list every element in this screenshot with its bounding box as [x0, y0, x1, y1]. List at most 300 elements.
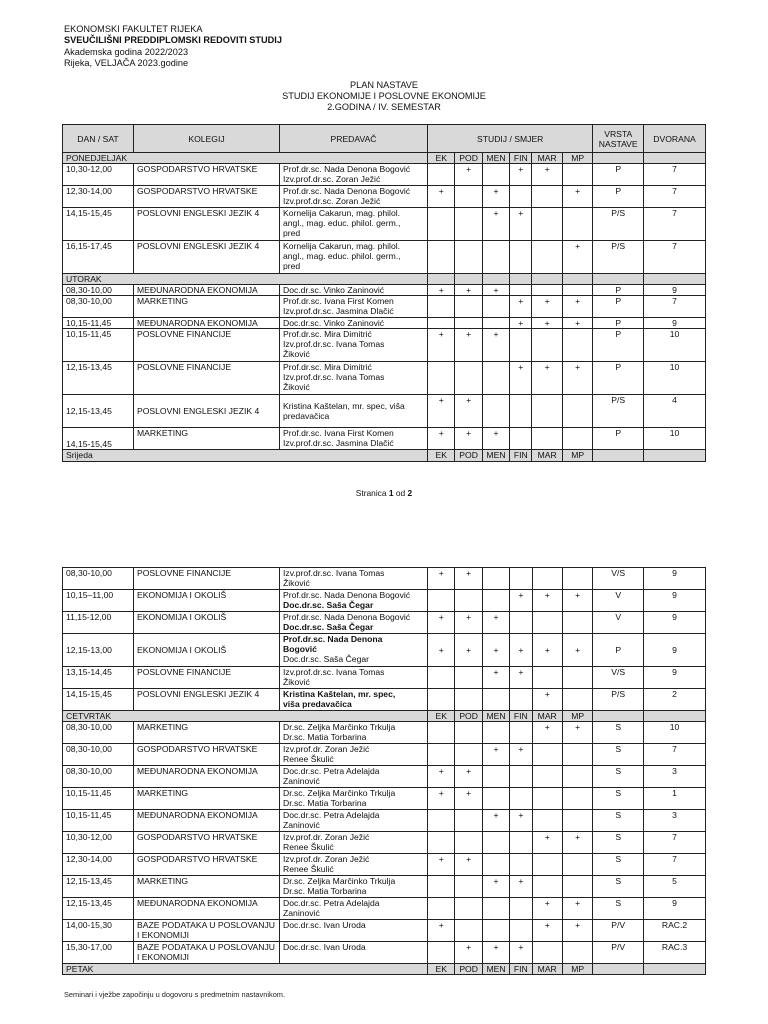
class-type: P: [593, 186, 644, 208]
lecturer-line: pred: [283, 228, 301, 238]
course-name: POSLOVNE FINANCIJE: [133, 362, 279, 395]
major-header: POD: [455, 964, 482, 975]
room: 7: [644, 208, 706, 241]
lecturer-line: Dr.sc. Matia Torbarina: [283, 886, 367, 896]
day-row-type-cell: [593, 450, 644, 462]
lecturer-line: Izv.prof.dr.sc. Ivana Tomas: [283, 339, 385, 349]
day-row-room-cell: [644, 711, 706, 722]
study-mark: +: [455, 164, 482, 186]
time-slot: 14,15-15,45: [63, 208, 134, 241]
lecturer-line: Izv.prof.dr. Zoran Ježić: [283, 832, 370, 842]
lecturer-line: Zaninović: [283, 776, 320, 786]
study-mark: +: [562, 722, 592, 744]
lecturer-line: predavačica: [283, 411, 330, 421]
study-mark: +: [562, 920, 592, 942]
major-header: MEN: [482, 711, 509, 722]
major-header: [532, 274, 562, 285]
time-slot: 10,15-11,45: [63, 810, 134, 832]
lecturer-line: Kornelija Cakarun, mag. philol.: [283, 241, 401, 251]
study-mark: +: [482, 612, 509, 634]
study-mark: [428, 942, 455, 964]
study-mark: [562, 612, 592, 634]
lecturer-line: Doc.dr.sc. Petra Adelajda: [283, 810, 380, 820]
class-type: S: [593, 876, 644, 898]
study-mark: [510, 854, 532, 876]
study-mark: [562, 285, 592, 296]
major-header: [510, 274, 532, 285]
lecturer: [280, 722, 428, 744]
study-mark: +: [482, 876, 509, 898]
study-mark: +: [482, 667, 509, 689]
page-prefix: Stranica: [355, 488, 387, 498]
lecturer: [280, 854, 428, 876]
schedule-row: [63, 329, 706, 362]
study-mark: +: [482, 285, 509, 296]
study-mark: +: [562, 241, 592, 274]
lecturer-line: Izv.prof.dr.sc. Zoran Ježić: [283, 196, 381, 206]
room: 10: [644, 722, 706, 744]
study-mark: +: [510, 942, 532, 964]
lecturer-line: Doc.dr.sc. Petra Adelajda: [283, 898, 380, 908]
study-column-header: STUDIJ / SMJER: [428, 125, 593, 153]
room: 9: [644, 634, 706, 667]
course-name: MARKETING: [133, 296, 279, 318]
study-mark: +: [482, 186, 509, 208]
document-title: [0, 80, 768, 113]
schedule-table-page-1: [62, 124, 706, 462]
lecturer-line: Prof.dr.sc. Ivana First Komen: [283, 296, 394, 306]
study-mark: [482, 296, 509, 318]
class-type: V: [593, 590, 644, 612]
course-name: POSLOVNI ENGLESKI JEZIK 4: [133, 208, 279, 241]
study-mark: +: [428, 285, 455, 296]
type-column-header: VRSTA NASTAVE: [593, 125, 644, 153]
room: RAC.2: [644, 920, 706, 942]
study-mark: [562, 689, 592, 711]
major-header: EK: [428, 450, 455, 462]
study-mark: [510, 689, 532, 711]
study-mark: [562, 428, 592, 450]
study-mark: +: [428, 186, 455, 208]
lecturer: [280, 744, 428, 766]
time-slot: 08,30-10,00: [63, 568, 134, 590]
schedule-row: [63, 854, 706, 876]
study-mark: +: [510, 164, 532, 186]
study-mark: [482, 832, 509, 854]
room: 3: [644, 766, 706, 788]
study-mark: +: [562, 296, 592, 318]
study-mark: +: [562, 318, 592, 329]
schedule-row: [63, 208, 706, 241]
lecturer: [280, 766, 428, 788]
schedule-table-page-2: [62, 567, 706, 975]
lecturer: [280, 876, 428, 898]
lecturer: [280, 942, 428, 964]
major-header: MP: [562, 450, 592, 462]
study-mark: +: [455, 788, 482, 810]
day-row: [63, 964, 706, 975]
study-mark: [510, 898, 532, 920]
schedule-row: [63, 744, 706, 766]
room: 7: [644, 744, 706, 766]
study-mark: +: [455, 612, 482, 634]
page-number: [0, 488, 768, 498]
academic-year: Akademska godina 2022/2023: [64, 46, 189, 57]
lecturer: [280, 810, 428, 832]
major-header: FIN: [510, 450, 532, 462]
study-mark: [562, 329, 592, 362]
room: 9: [644, 285, 706, 296]
study-mark: [562, 942, 592, 964]
time-slot: 10,30-12,00: [63, 164, 134, 186]
study-mark: +: [455, 285, 482, 296]
lecturer-line: Prof.dr.sc. Nada Denona: [283, 634, 383, 644]
room: 9: [644, 898, 706, 920]
course-name: EKONOMIJA I OKOLIŠ: [133, 634, 279, 667]
room: 10: [644, 329, 706, 362]
study-mark: [562, 744, 592, 766]
study-mark: [455, 744, 482, 766]
study-mark: [532, 285, 562, 296]
lecturer: [280, 788, 428, 810]
lecturer-line: Izv.prof.dr. Zoran Ježić: [283, 854, 370, 864]
title-line-1: PLAN NASTAVE: [349, 80, 419, 90]
study-mark: [455, 208, 482, 241]
class-type: P: [593, 285, 644, 296]
study-mark: +: [428, 329, 455, 362]
study-mark: +: [532, 689, 562, 711]
lecturer-line: Doc.dr.sc. Ivan Uroda: [283, 942, 366, 952]
lecturer: [280, 329, 428, 362]
study-mark: [428, 722, 455, 744]
study-mark: [482, 164, 509, 186]
lecturer-line: Izv.prof.dr. Zoran Ježić: [283, 744, 370, 754]
course-name: GOSPODARSTVO HRVATSKE: [133, 164, 279, 186]
lecturer-line: Izv.prof.dr.sc. Jasmina Dlačić: [283, 306, 394, 316]
schedule-row: [63, 296, 706, 318]
study-mark: +: [455, 395, 482, 428]
room: 3: [644, 810, 706, 832]
major-header: [428, 274, 455, 285]
study-mark: [532, 854, 562, 876]
room: 9: [644, 318, 706, 329]
study-mark: [455, 186, 482, 208]
study-mark: [532, 810, 562, 832]
course-name: EKONOMIJA I OKOLIŠ: [133, 590, 279, 612]
schedule-row: [63, 241, 706, 274]
page-total: 2: [407, 488, 413, 498]
study-mark: +: [532, 590, 562, 612]
major-header: [455, 274, 482, 285]
lecturer: [280, 318, 428, 329]
class-type: P/S: [593, 689, 644, 711]
study-mark: [510, 766, 532, 788]
lecturer-line: Izv.prof.dr.sc. Ivana Tomas: [283, 372, 385, 382]
course-name: MARKETING: [133, 428, 279, 450]
study-mark: +: [510, 296, 532, 318]
schedule-row: [63, 766, 706, 788]
major-header: [562, 274, 592, 285]
lecturer-line: Zaninović: [283, 908, 320, 918]
lecturer-line: Kristina Kaštelan, mr. spec, viša: [283, 401, 405, 411]
course-name: MARKETING: [133, 788, 279, 810]
lecturer: [280, 208, 428, 241]
room: RAC.3: [644, 942, 706, 964]
lecturer: [280, 296, 428, 318]
lecturer: [280, 186, 428, 208]
lecturer-line: angl., mag. educ. philol. germ.,: [283, 251, 401, 261]
time-slot: 12,30-14,00: [63, 854, 134, 876]
time-slot: 08,30-10,00: [63, 722, 134, 744]
lecturer-line: Doc.dr.sc. Saša Čegar: [283, 622, 374, 632]
lecturer: [280, 395, 428, 428]
lecturer-line: Izv.prof.dr.sc. Zoran Ježić: [283, 174, 381, 184]
course-name: GOSPODARSTVO HRVATSKE: [133, 854, 279, 876]
study-mark: +: [562, 634, 592, 667]
lecturer: [280, 428, 428, 450]
room: 7: [644, 296, 706, 318]
study-mark: +: [428, 634, 455, 667]
lecturer: [280, 689, 428, 711]
study-mark: +: [510, 634, 532, 667]
schedule-row: [63, 612, 706, 634]
class-type: P: [593, 318, 644, 329]
schedule-row: [63, 920, 706, 942]
room: 9: [644, 612, 706, 634]
study-mark: [455, 667, 482, 689]
day-row: [63, 450, 706, 462]
study-mark: +: [510, 208, 532, 241]
major-header: MP: [562, 964, 592, 975]
major-header: FIN: [510, 711, 532, 722]
study-mark: [482, 318, 509, 329]
column-header-row: [63, 125, 706, 153]
lecturer: [280, 285, 428, 296]
study-mark: [562, 208, 592, 241]
study-mark: +: [510, 810, 532, 832]
lecturer-line: Doc.dr.sc. Ivan Uroda: [283, 920, 366, 930]
course-name: POSLOVNI ENGLESKI JEZIK 4: [133, 689, 279, 711]
study-mark: [428, 164, 455, 186]
study-mark: [455, 920, 482, 942]
class-type: S: [593, 722, 644, 744]
lecturer-line: Prof.dr.sc. Nada Denona Bogović: [283, 590, 411, 600]
day-row-type-cell: [593, 964, 644, 975]
study-mark: [428, 241, 455, 274]
lecturer-line: Izv.prof.dr.sc. Ivana Tomas: [283, 568, 385, 578]
study-mark: [562, 395, 592, 428]
course-name: GOSPODARSTVO HRVATSKE: [133, 832, 279, 854]
time-slot: 12,15-13,00: [63, 634, 134, 667]
lecturer-line: Dr.sc. Matia Torbarina: [283, 732, 367, 742]
lecturer-line: Renee Škulić: [283, 864, 334, 874]
faculty-header: [64, 24, 282, 70]
lecturer-line: pred: [283, 261, 301, 271]
room: 2: [644, 689, 706, 711]
study-mark: +: [482, 744, 509, 766]
class-type: V: [593, 612, 644, 634]
schedule-row: [63, 428, 706, 450]
study-mark: [532, 612, 562, 634]
class-type: P: [593, 296, 644, 318]
study-mark: +: [428, 612, 455, 634]
class-type: S: [593, 832, 644, 854]
day-name: CETVRTAK: [63, 711, 428, 722]
study-mark: [455, 689, 482, 711]
day-row-room-cell: [644, 450, 706, 462]
lecturer-line: Izv.prof.dr.sc. Jasmina Dlačić: [283, 438, 394, 448]
study-mark: +: [428, 568, 455, 590]
study-mark: [455, 362, 482, 395]
study-name: SVEUČILIŠNI PREDDIPLOMSKI REDOVITI STUDIJ: [64, 35, 282, 46]
lecturer-line: Prof.dr.sc. Mira Dimitrić: [283, 362, 372, 372]
schedule-row: [63, 722, 706, 744]
time-slot: 12,30-14,00: [63, 186, 134, 208]
room: 4: [644, 395, 706, 428]
class-type: S: [593, 854, 644, 876]
time-slot: 10,15-11,45: [63, 329, 134, 362]
time-slot: 16,15-17,45: [63, 241, 134, 274]
room: 10: [644, 428, 706, 450]
time-slot: 14,15-15,45: [63, 689, 134, 711]
study-mark: +: [482, 634, 509, 667]
study-mark: [455, 898, 482, 920]
time-slot: 13,15-14,45: [63, 667, 134, 689]
lecturer-line: Doc.dr.sc. Saša Čegar: [283, 600, 374, 610]
study-mark: [532, 329, 562, 362]
study-mark: [482, 241, 509, 274]
lecturer: [280, 612, 428, 634]
course-name: BAZE PODATAKA U POSLOVANJU I EKONOMIJI: [133, 942, 279, 964]
study-mark: +: [455, 568, 482, 590]
title-line-3: 2.GODINA / IV. SEMESTAR: [327, 102, 441, 112]
study-mark: [510, 329, 532, 362]
course-name: POSLOVNE FINANCIJE: [133, 568, 279, 590]
day-row: [63, 153, 706, 164]
page-current: 1: [388, 488, 394, 498]
major-header: MAR: [532, 153, 562, 164]
lecturer-line: viša predavačica: [283, 699, 352, 709]
study-mark: [532, 766, 562, 788]
time-slot: 14,00-15,30: [63, 920, 134, 942]
class-type: S: [593, 898, 644, 920]
lecturer-line: Dr.sc. Matia Torbarina: [283, 798, 367, 808]
major-header: MEN: [482, 153, 509, 164]
study-mark: [532, 876, 562, 898]
course-name: MEĐUNARODNA EKONOMIJA: [133, 285, 279, 296]
major-header: MP: [562, 711, 592, 722]
study-mark: +: [532, 296, 562, 318]
lecturer-line: Dr.sc. Zeljka Marčinko Trkulja: [283, 722, 396, 732]
study-mark: [510, 395, 532, 428]
lecturer: [280, 164, 428, 186]
room: 10: [644, 362, 706, 395]
study-mark: +: [455, 329, 482, 362]
study-mark: +: [428, 854, 455, 876]
course-name: POSLOVNE FINANCIJE: [133, 667, 279, 689]
study-mark: +: [482, 329, 509, 362]
lecturer-line: Dr.sc. Zeljka Marčinko Trkulja: [283, 788, 396, 798]
lecturer-line: Dr.sc. Zeljka Marčinko Trkulja: [283, 876, 396, 886]
time-slot: 10,30-12,00: [63, 832, 134, 854]
study-mark: +: [428, 788, 455, 810]
schedule-row: [63, 395, 706, 428]
study-mark: [562, 568, 592, 590]
day-column-header: DAN / SAT: [63, 125, 134, 153]
major-header: EK: [428, 711, 455, 722]
class-type: S: [593, 788, 644, 810]
lecturer-line: Zaninović: [283, 820, 320, 830]
course-name: GOSPODARSTVO HRVATSKE: [133, 186, 279, 208]
time-slot: 08,30-10,00: [63, 285, 134, 296]
major-header: FIN: [510, 964, 532, 975]
class-type: P: [593, 164, 644, 186]
room: 7: [644, 854, 706, 876]
time-slot: 12,15-13,45: [63, 898, 134, 920]
study-mark: [562, 876, 592, 898]
lecturer: [280, 920, 428, 942]
study-mark: [428, 362, 455, 395]
study-mark: +: [532, 318, 562, 329]
study-mark: [510, 568, 532, 590]
room: 5: [644, 876, 706, 898]
study-mark: [562, 810, 592, 832]
time-slot: 10,15-11,45: [63, 788, 134, 810]
class-type: P: [593, 362, 644, 395]
study-mark: +: [532, 920, 562, 942]
day-row-room-cell: [644, 274, 706, 285]
class-type: V/S: [593, 667, 644, 689]
study-mark: [455, 590, 482, 612]
course-name: BAZE PODATAKA U POSLOVANJU I EKONOMIJI: [133, 920, 279, 942]
study-mark: +: [455, 428, 482, 450]
room: 9: [644, 667, 706, 689]
room: 7: [644, 164, 706, 186]
lecturer: [280, 832, 428, 854]
study-mark: +: [532, 164, 562, 186]
time-slot: 08,30-10,00: [63, 766, 134, 788]
study-mark: [455, 296, 482, 318]
lecturer-line: Renee Škulić: [283, 842, 334, 852]
time-slot: 11,15-12,00: [63, 612, 134, 634]
time-slot: 12,15-13,45: [63, 362, 134, 395]
study-mark: +: [532, 832, 562, 854]
study-mark: +: [428, 920, 455, 942]
study-mark: +: [562, 362, 592, 395]
study-mark: [482, 788, 509, 810]
study-mark: [532, 208, 562, 241]
lecturer-line: Prof.dr.sc. Nada Denona Bogović: [283, 186, 411, 196]
major-header: MAR: [532, 711, 562, 722]
time-slot: 12,15-13,45: [63, 395, 134, 428]
class-type: P/S: [593, 241, 644, 274]
day-row-type-cell: [593, 274, 644, 285]
study-mark: [532, 241, 562, 274]
study-mark: +: [562, 832, 592, 854]
lecturer-line: Doc.dr.sc. Vinko Zaninović: [283, 318, 385, 328]
study-mark: +: [482, 942, 509, 964]
lecturer-column-header: PREDAVAČ: [280, 125, 428, 153]
lecturer-line: Kornelija Cakarun, mag. philol.: [283, 208, 401, 218]
study-mark: [562, 854, 592, 876]
study-mark: +: [562, 590, 592, 612]
time-slot: 10,15-11,45: [63, 318, 134, 329]
day-name: PETAK: [63, 964, 428, 975]
lecturer: [280, 568, 428, 590]
major-header: POD: [455, 711, 482, 722]
study-mark: [455, 876, 482, 898]
study-mark: [482, 766, 509, 788]
